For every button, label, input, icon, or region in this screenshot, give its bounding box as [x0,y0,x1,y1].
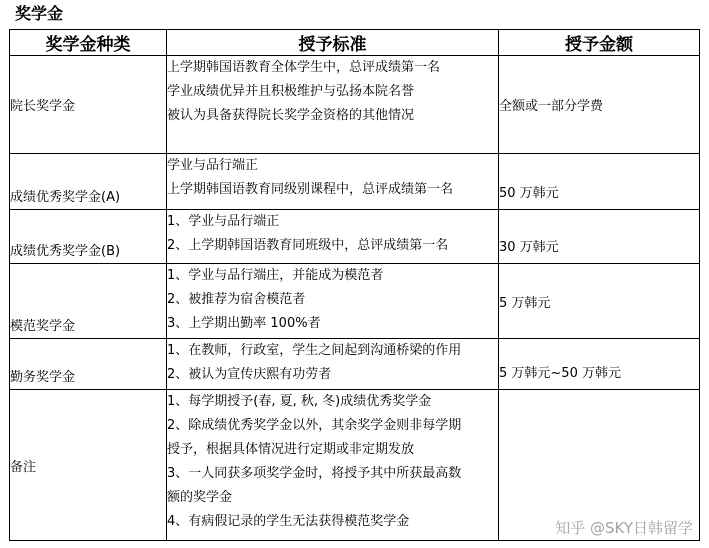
scholarship-criteria [167,264,499,339]
criteria-line: 1、学业与品行端庄，并能成为模范者 [167,268,384,283]
criteria-line: 额的奖学金 [167,490,233,505]
watermark: 知乎 @SKY日韩留学 [555,519,693,537]
scholarship-amount: 30 万韩元 [499,210,700,264]
scholarship-table [9,29,700,541]
table-row [10,339,700,390]
criteria-line: 1、学业与品行端正 [167,214,280,229]
scholarship-amount: 5 万韩元 [499,264,700,339]
table-row [10,210,700,264]
scholarship-type: 成绩优秀奖学金(B) [10,210,167,264]
criteria-line: 2、被认为宣传庆熙有功劳者 [167,367,332,382]
criteria-line: 3、一人同获多项奖学金时，将授予其中所获最高数 [167,466,462,481]
scholarship-criteria [167,154,499,210]
table-row [10,264,700,339]
criteria-line: 1、在教师，行政室，学生之间起到沟通桥梁的作用 [167,343,462,358]
criteria-line: 1、每学期授予(春, 夏, 秋, 冬)成绩优秀奖学金 [167,394,432,409]
table-header-row [10,30,700,56]
scholarship-amount: 5 万韩元~50 万韩元 [499,339,700,390]
header-amount: 授予金额 [499,30,700,56]
criteria-line: 2、上学期韩国语教育同班级中，总评成绩第一名 [167,238,449,253]
scholarship-type: 模范奖学金 [10,264,167,339]
table-row [10,56,700,154]
criteria-line: 学业成绩优异并且积极维护与弘扬本院名誉 [167,84,415,99]
scholarship-type: 成绩优秀奖学金(A) [10,154,167,210]
criteria-line: 上学期韩国语教育全体学生中，总评成绩第一名 [167,60,441,75]
criteria-line: 上学期韩国语教育同级别课程中，总评成绩第一名 [167,182,454,197]
criteria-line: 2、被推荐为宿舍模范者 [167,292,306,307]
scholarship-amount: 全额或一部分学费 [499,56,700,154]
scholarship-type: 备注 [10,390,167,541]
page-heading: 奖学金 [15,4,64,23]
criteria-line: 授予，根据具体情况进行定期或非定期发放 [167,442,415,457]
scholarship-type: 院长奖学金 [10,56,167,154]
criteria-line: 4、有病假记录的学生无法获得模范奖学金 [167,514,410,529]
header-type: 奖学金种类 [10,30,167,56]
criteria-line: 2、除成绩优秀奖学金以外，其余奖学金则非每学期 [167,418,462,433]
criteria-line: 被认为具备获得院长奖学金资格的其他情况 [167,108,415,123]
scholarship-criteria [167,210,499,264]
scholarship-amount: 50 万韩元 [499,154,700,210]
header-criteria: 授予标准 [167,30,499,56]
scholarship-criteria [167,56,499,154]
scholarship-type: 勤务奖学金 [10,339,167,390]
criteria-line: 3、上学期出勤率 100%者 [167,316,321,331]
table-row [10,154,700,210]
scholarship-criteria [167,339,499,390]
criteria-line: 学业与品行端正 [167,158,259,173]
scholarship-criteria [167,390,499,541]
